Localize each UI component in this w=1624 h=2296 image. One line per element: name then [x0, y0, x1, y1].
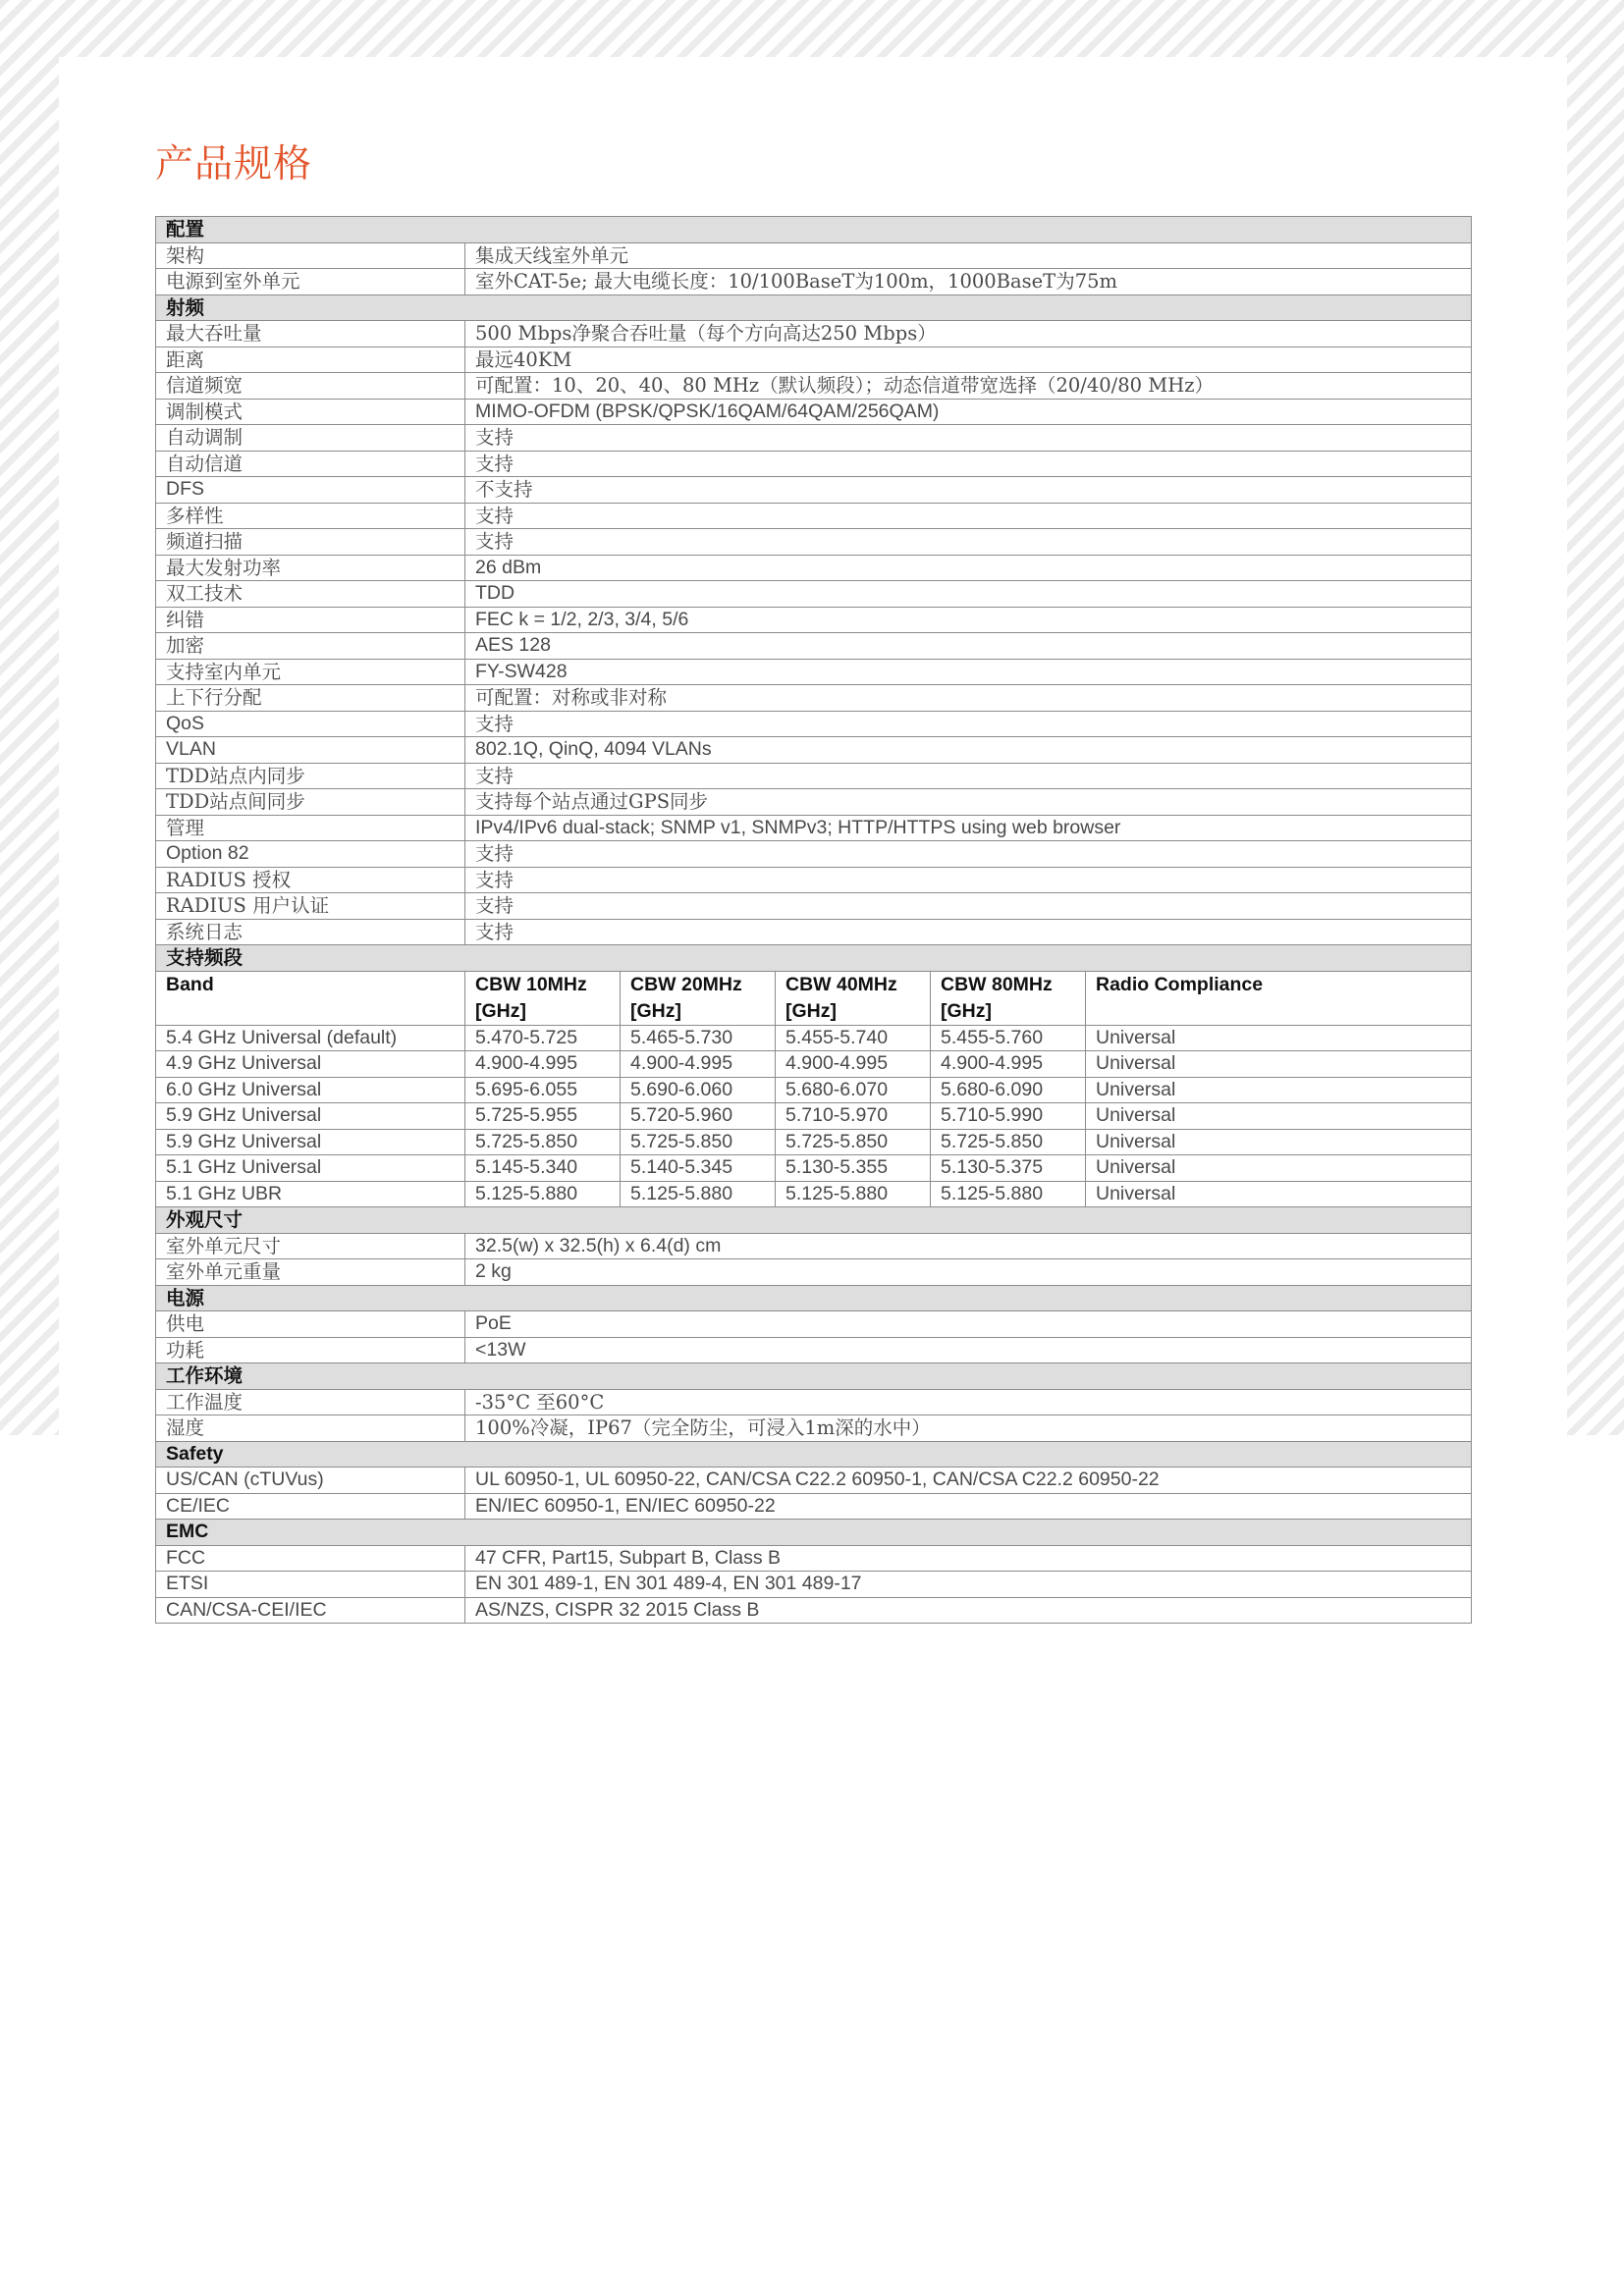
band-value: 5.130-5.355	[776, 1155, 931, 1182]
spec-value: 500 Mbps净聚合吞吐量（每个方向高达250 Mbps）	[465, 321, 1472, 347]
spec-value: UL 60950-1, UL 60950-22, CAN/CSA C22.2 60950-1, CAN/CSA C22.2 60950-22	[465, 1468, 1472, 1494]
spec-label: DFS	[156, 477, 465, 504]
band-name: 4.9 GHz Universal	[156, 1051, 465, 1078]
section-header-row	[156, 945, 1472, 972]
band-name: 5.9 GHz Universal	[156, 1103, 465, 1130]
band-value: Universal	[1086, 1025, 1472, 1051]
spec-label: 纠错	[156, 607, 465, 633]
band-value: 5.725-5.850	[776, 1129, 931, 1155]
spec-row	[156, 529, 1472, 556]
band-value: 4.900-4.995	[776, 1051, 931, 1078]
spec-row	[156, 1468, 1472, 1494]
band-value: 4.900-4.995	[621, 1051, 776, 1078]
band-column-header: Band	[156, 971, 465, 1025]
spec-value: 支持	[465, 763, 1472, 789]
spec-row	[156, 789, 1472, 816]
spec-value: PoE	[465, 1311, 1472, 1338]
section-header: 射频	[156, 294, 1472, 321]
spec-value: 室外CAT-5e; 最大电缆长度：10/100BaseT为100m，1000BaseT为75m	[465, 269, 1472, 295]
spec-value: IPv4/IPv6 dual-stack; SNMP v1, SNMPv3; HTTP/HTTPS using web browser	[465, 815, 1472, 841]
band-value: 5.725-5.850	[621, 1129, 776, 1155]
spec-value: 802.1Q, QinQ, 4094 VLANs	[465, 737, 1472, 764]
spec-value: MIMO-OFDM (BPSK/QPSK/16QAM/64QAM/256QAM)	[465, 399, 1472, 425]
spec-label: QoS	[156, 711, 465, 737]
spec-row	[156, 867, 1472, 893]
spec-label: 频道扫描	[156, 529, 465, 556]
spec-row	[156, 321, 1472, 347]
spec-label: 距离	[156, 347, 465, 373]
spec-value: 支持	[465, 451, 1472, 477]
spec-value: 32.5(w) x 32.5(h) x 6.4(d) cm	[465, 1233, 1472, 1259]
spec-value: FY-SW428	[465, 659, 1472, 685]
spec-value: EN 301 489-1, EN 301 489-4, EN 301 489-17	[465, 1572, 1472, 1598]
section-header: 外观尺寸	[156, 1207, 1472, 1234]
section-header-row	[156, 1363, 1472, 1390]
spec-label: TDD站点间同步	[156, 789, 465, 816]
spec-row	[156, 269, 1472, 295]
section-header-row	[156, 1520, 1472, 1546]
spec-value: 可配置：10、20、40、80 MHz（默认频段）；动态信道带宽选择（20/40/80 MHz）	[465, 373, 1472, 400]
band-value: Universal	[1086, 1077, 1472, 1103]
band-value: 5.125-5.880	[776, 1181, 931, 1207]
spec-table	[155, 216, 1472, 1624]
spec-row	[156, 1415, 1472, 1442]
spec-value: 支持	[465, 841, 1472, 868]
spec-label: 支持室内单元	[156, 659, 465, 685]
spec-row	[156, 503, 1472, 529]
section-header: Safety	[156, 1441, 1472, 1468]
spec-value: <13W	[465, 1337, 1472, 1363]
spec-row	[156, 581, 1472, 608]
band-value: 5.145-5.340	[465, 1155, 621, 1182]
band-value: 5.710-5.970	[776, 1103, 931, 1130]
band-row	[156, 1103, 1472, 1130]
section-header-row	[156, 217, 1472, 243]
band-name: 5.4 GHz Universal (default)	[156, 1025, 465, 1051]
band-value: 5.710-5.990	[931, 1103, 1086, 1130]
band-row	[156, 1025, 1472, 1051]
spec-label: 双工技术	[156, 581, 465, 608]
spec-label: 上下行分配	[156, 685, 465, 712]
spec-value: AS/NZS, CISPR 32 2015 Class B	[465, 1597, 1472, 1624]
section-header: 配置	[156, 217, 1472, 243]
section-header: 电源	[156, 1285, 1472, 1311]
spec-value: 支持	[465, 867, 1472, 893]
spec-value: 支持	[465, 711, 1472, 737]
band-value: 5.465-5.730	[621, 1025, 776, 1051]
spec-label: CE/IEC	[156, 1493, 465, 1520]
band-value: 5.455-5.760	[931, 1025, 1086, 1051]
band-column-header: CBW 80MHz [GHz]	[931, 971, 1086, 1025]
spec-row	[156, 347, 1472, 373]
spec-row	[156, 607, 1472, 633]
section-header-row	[156, 1207, 1472, 1234]
spec-row	[156, 477, 1472, 504]
spec-row	[156, 1311, 1472, 1338]
spec-value: EN/IEC 60950-1, EN/IEC 60950-22	[465, 1493, 1472, 1520]
spec-row	[156, 893, 1472, 920]
band-column-header: Radio Compliance	[1086, 971, 1472, 1025]
band-value: 5.130-5.375	[931, 1155, 1086, 1182]
spec-value: 支持	[465, 529, 1472, 556]
spec-label: RADIUS 用户认证	[156, 893, 465, 920]
spec-label: 信道频宽	[156, 373, 465, 400]
band-value: 5.680-6.090	[931, 1077, 1086, 1103]
spec-label: ETSI	[156, 1572, 465, 1598]
spec-row	[156, 711, 1472, 737]
spec-row	[156, 1337, 1472, 1363]
spec-row	[156, 841, 1472, 868]
band-value: 5.470-5.725	[465, 1025, 621, 1051]
band-name: 5.1 GHz UBR	[156, 1181, 465, 1207]
spec-row	[156, 763, 1472, 789]
section-header: 工作环境	[156, 1363, 1472, 1390]
spec-value: 支持	[465, 425, 1472, 452]
band-value: Universal	[1086, 1051, 1472, 1078]
band-row	[156, 1077, 1472, 1103]
band-table-header-row	[156, 971, 1472, 1025]
band-value: 5.125-5.880	[465, 1181, 621, 1207]
spec-value: 支持	[465, 503, 1472, 529]
spec-label: 工作温度	[156, 1389, 465, 1415]
spec-value: 2 kg	[465, 1259, 1472, 1286]
spec-label: 调制模式	[156, 399, 465, 425]
page-title: 产品规格	[155, 142, 313, 187]
spec-value: 支持每个站点通过GPS同步	[465, 789, 1472, 816]
spec-label: 供电	[156, 1311, 465, 1338]
band-row	[156, 1155, 1472, 1182]
spec-label: 室外单元尺寸	[156, 1233, 465, 1259]
spec-row	[156, 1233, 1472, 1259]
band-row	[156, 1051, 1472, 1078]
band-name: 5.9 GHz Universal	[156, 1129, 465, 1155]
band-value: 5.725-5.955	[465, 1103, 621, 1130]
spec-value: 支持	[465, 893, 1472, 920]
spec-value: 不支持	[465, 477, 1472, 504]
band-value: 5.695-6.055	[465, 1077, 621, 1103]
spec-label: US/CAN (cTUVus)	[156, 1468, 465, 1494]
band-value: 5.125-5.880	[931, 1181, 1086, 1207]
spec-value: FEC k = 1/2, 2/3, 3/4, 5/6	[465, 607, 1472, 633]
spec-row	[156, 815, 1472, 841]
spec-row	[156, 451, 1472, 477]
spec-label: 最大发射功率	[156, 555, 465, 581]
spec-label: 架构	[156, 242, 465, 269]
spec-label: 加密	[156, 633, 465, 660]
band-value: 5.455-5.740	[776, 1025, 931, 1051]
spec-label: 最大吞吐量	[156, 321, 465, 347]
band-value: 5.680-6.070	[776, 1077, 931, 1103]
spec-label: 管理	[156, 815, 465, 841]
spec-row	[156, 1389, 1472, 1415]
spec-label: 自动调制	[156, 425, 465, 452]
spec-row	[156, 685, 1472, 712]
band-value: Universal	[1086, 1181, 1472, 1207]
band-value: 5.690-6.060	[621, 1077, 776, 1103]
spec-value: AES 128	[465, 633, 1472, 660]
band-row	[156, 1129, 1472, 1155]
band-value: 4.900-4.995	[931, 1051, 1086, 1078]
spec-row	[156, 242, 1472, 269]
band-value: 5.720-5.960	[621, 1103, 776, 1130]
band-column-header: CBW 20MHz [GHz]	[621, 971, 776, 1025]
spec-row	[156, 425, 1472, 452]
band-value: 5.725-5.850	[931, 1129, 1086, 1155]
spec-row	[156, 399, 1472, 425]
spec-row	[156, 919, 1472, 945]
band-value: Universal	[1086, 1103, 1472, 1130]
spec-row	[156, 1493, 1472, 1520]
spec-label: 室外单元重量	[156, 1259, 465, 1286]
spec-value: 47 CFR, Part15, Subpart B, Class B	[465, 1545, 1472, 1572]
spec-value: 26 dBm	[465, 555, 1472, 581]
spec-row	[156, 659, 1472, 685]
band-value: 5.125-5.880	[621, 1181, 776, 1207]
spec-value: 最远40KM	[465, 347, 1472, 373]
spec-row	[156, 633, 1472, 660]
spec-row	[156, 1572, 1472, 1598]
spec-value: -35°C 至60°C	[465, 1389, 1472, 1415]
spec-label: FCC	[156, 1545, 465, 1572]
band-name: 6.0 GHz Universal	[156, 1077, 465, 1103]
spec-row	[156, 555, 1472, 581]
spec-label: 功耗	[156, 1337, 465, 1363]
section-header: EMC	[156, 1520, 1472, 1546]
band-value: Universal	[1086, 1129, 1472, 1155]
spec-label: VLAN	[156, 737, 465, 764]
band-value: 5.140-5.345	[621, 1155, 776, 1182]
section-header: 支持频段	[156, 945, 1472, 972]
section-header-row	[156, 294, 1472, 321]
band-column-header: CBW 10MHz [GHz]	[465, 971, 621, 1025]
spec-label: 系统日志	[156, 919, 465, 945]
band-name: 5.1 GHz Universal	[156, 1155, 465, 1182]
spec-label: CAN/CSA-CEI/IEC	[156, 1597, 465, 1624]
band-value: 5.725-5.850	[465, 1129, 621, 1155]
spec-value: 集成天线室外单元	[465, 242, 1472, 269]
spec-label: 多样性	[156, 503, 465, 529]
spec-value: 100%冷凝，IP67（完全防尘，可浸入1m深的水中）	[465, 1415, 1472, 1442]
spec-label: Option 82	[156, 841, 465, 868]
section-header-row	[156, 1441, 1472, 1468]
spec-value: TDD	[465, 581, 1472, 608]
spec-row	[156, 1259, 1472, 1286]
spec-value: 可配置：对称或非对称	[465, 685, 1472, 712]
spec-row	[156, 1597, 1472, 1624]
spec-label: 自动信道	[156, 451, 465, 477]
section-header-row	[156, 1285, 1472, 1311]
band-value: 4.900-4.995	[465, 1051, 621, 1078]
band-row	[156, 1181, 1472, 1207]
spec-label: 电源到室外单元	[156, 269, 465, 295]
spec-row	[156, 373, 1472, 400]
spec-row	[156, 737, 1472, 764]
spec-label: RADIUS 授权	[156, 867, 465, 893]
spec-value: 支持	[465, 919, 1472, 945]
spec-label: 湿度	[156, 1415, 465, 1442]
band-value: Universal	[1086, 1155, 1472, 1182]
spec-label: TDD站点内同步	[156, 763, 465, 789]
band-column-header: CBW 40MHz [GHz]	[776, 971, 931, 1025]
spec-row	[156, 1545, 1472, 1572]
